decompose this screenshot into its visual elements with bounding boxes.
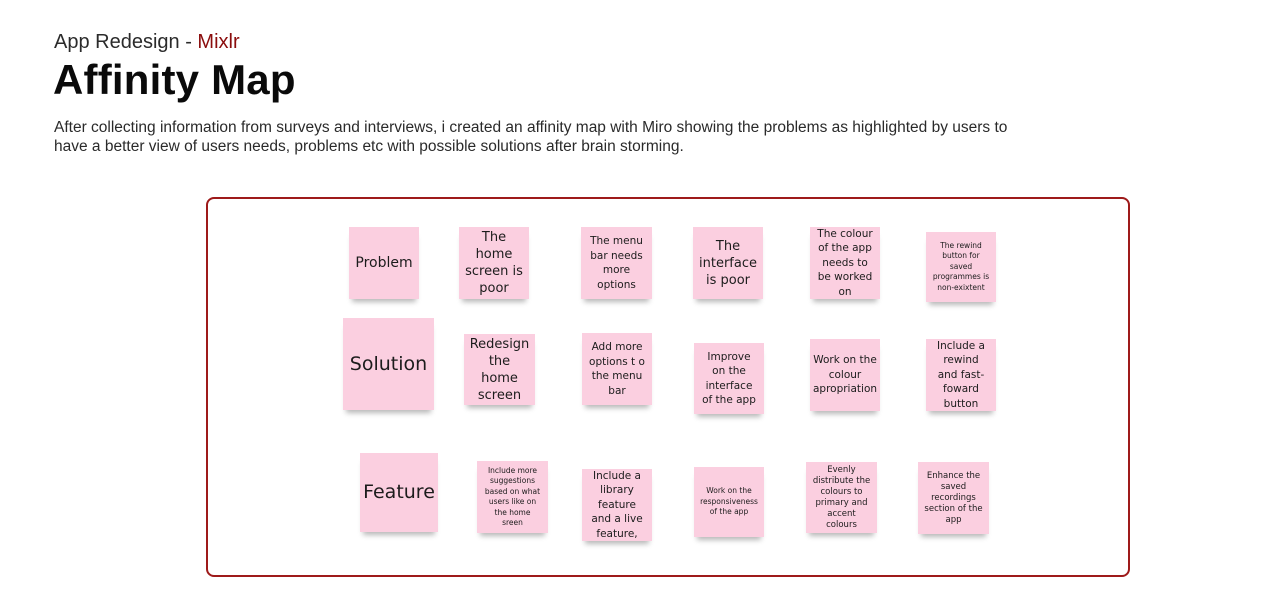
project-subtitle [54,30,240,54]
sticky-note: Improve on the interface of the app [694,343,764,414]
sticky-note: Add more options t o the menu bar [582,333,652,405]
page-description: After collecting information from surveys and interviews, i created an affinity map with Miro showing the problems as highlighted by users to have a better view of users needs, problems etc with possible solutions after brain storming. [54,119,1008,155]
sticky-note: Work on the responsiveness of the app [694,467,764,537]
row-label-problem: Problem [349,227,419,299]
sticky-note: Include a library feature and a live feature, [582,469,652,541]
sticky-note: The rewind button for saved programmes is non-exixtent [926,232,996,302]
sticky-note: Redesign the home screen [464,334,535,405]
sticky-note: The home screen is poor [459,227,529,299]
brand-name: Mixlr [197,31,240,53]
sticky-note: The interface is poor [693,227,763,299]
sticky-note: Include a rewind and fast-foward button [926,339,996,411]
sticky-note: Work on the colour apropriation [810,339,880,411]
affinity-map-board [206,197,1130,577]
sticky-note: Evenly distribute the colours to primary and accent colours [806,462,877,533]
sticky-note: Enhance the saved recordings section of the app [918,462,989,534]
sticky-note: Include more suggestions based on what users like on the home sreen [477,461,548,533]
sticky-note: The menu bar needs more options [581,227,652,299]
sticky-note: The colour of the app needs to be worked on [810,227,880,299]
page-title: Affinity Map [53,56,296,103]
row-label-feature: Feature [360,453,438,532]
row-label-solution: Solution [343,318,434,410]
subtitle-prefix: App Redesign - [54,31,198,53]
